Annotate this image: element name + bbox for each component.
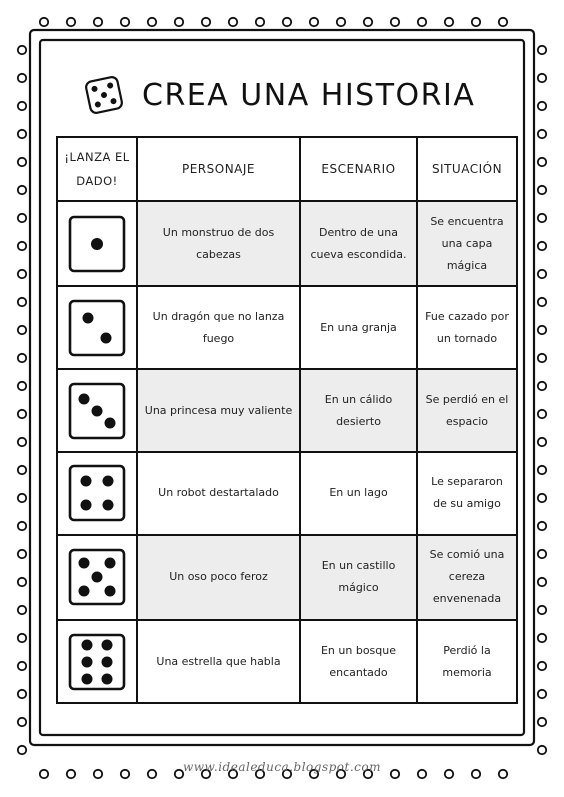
- setting-cell: En un castillo mágico: [300, 535, 417, 620]
- page-title: CREA UNA HISTORIA: [142, 77, 476, 113]
- setting-cell: En un cálido desierto: [300, 369, 417, 452]
- situation-cell: Se comió una cereza envenenada: [417, 535, 517, 620]
- table-row: [57, 286, 517, 369]
- character-cell: Una estrella que habla: [137, 620, 300, 703]
- table-row: [57, 535, 517, 620]
- table-row: [57, 369, 517, 452]
- situation-cell: Se encuentra una capa mágica: [417, 201, 517, 286]
- setting-cell: En un lago: [300, 452, 417, 535]
- story-table: [56, 136, 518, 704]
- die-cell: [57, 201, 137, 286]
- setting-cell: En un bosque encantado: [300, 620, 417, 703]
- character-cell: Un oso poco feroz: [137, 535, 300, 620]
- table-row: [57, 452, 517, 535]
- page-header: [80, 66, 500, 124]
- header-situation: SITUACIÓN: [417, 137, 517, 201]
- die-cell: [57, 620, 137, 703]
- situation-cell: Fue cazado por un tornado: [417, 286, 517, 369]
- header-setting: ESCENARIO: [300, 137, 417, 201]
- table-row: [57, 201, 517, 286]
- die-face-2-icon: [66, 296, 128, 360]
- die-cell: [57, 535, 137, 620]
- die-face-5-icon: [66, 545, 128, 609]
- situation-cell: Se perdió en el espacio: [417, 369, 517, 452]
- situation-cell: Perdió la memoria: [417, 620, 517, 703]
- character-cell: Un robot destartalado: [137, 452, 300, 535]
- setting-cell: En una granja: [300, 286, 417, 369]
- header-character: PERSONAJE: [137, 137, 300, 201]
- die-face-6-icon: [66, 630, 128, 694]
- header-roll-the-die: ¡LANZA EL DADO!: [57, 137, 137, 201]
- die-cell: [57, 452, 137, 535]
- setting-cell: Dentro de una cueva escondida.: [300, 201, 417, 286]
- die-face-3-icon: [66, 379, 128, 443]
- table-row: [57, 620, 517, 703]
- die-face-1-icon: [66, 212, 128, 276]
- character-cell: Un dragón que no lanza fuego: [137, 286, 300, 369]
- die-cell: [57, 369, 137, 452]
- character-cell: Una princesa muy valiente: [137, 369, 300, 452]
- table-header-row: [57, 137, 517, 201]
- situation-cell: Le separaron de su amigo: [417, 452, 517, 535]
- dice-icon: [83, 74, 126, 117]
- die-cell: [57, 286, 137, 369]
- character-cell: Un monstruo de dos cabezas: [137, 201, 300, 286]
- footer-credit: www.idealeduca.blogspot.com: [183, 760, 381, 774]
- die-face-4-icon: [66, 461, 128, 525]
